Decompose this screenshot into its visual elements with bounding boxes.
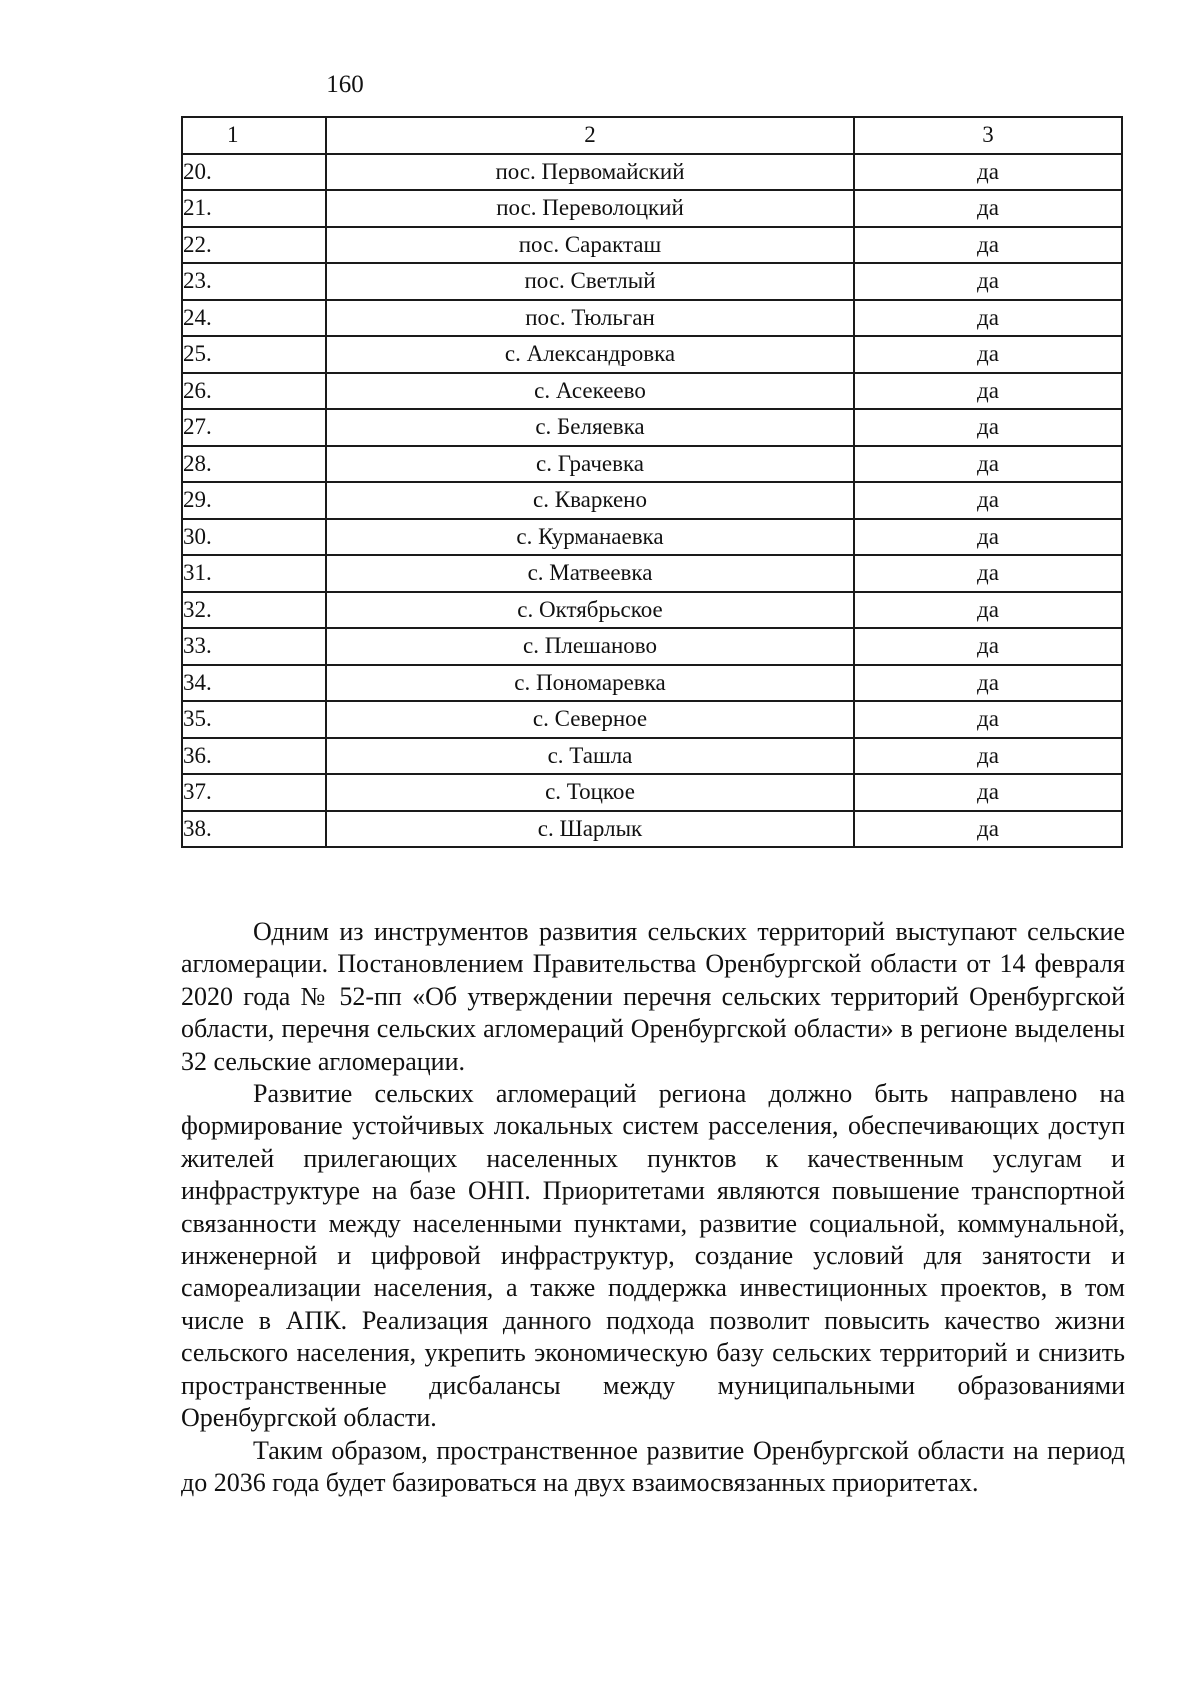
row-number-cell: 25. — [182, 336, 326, 373]
table-row — [182, 811, 1122, 848]
table-row — [182, 190, 1122, 227]
settlement-name-cell: с. Кваркено — [326, 482, 854, 519]
row-number-cell: 38. — [182, 811, 326, 848]
row-number-cell: 33. — [182, 628, 326, 665]
status-cell: да — [854, 665, 1122, 702]
row-number-cell: 31. — [182, 555, 326, 592]
page-number-text: 160 — [326, 71, 364, 98]
table-row — [182, 701, 1122, 738]
settlement-name-cell: пос. Первомайский — [326, 154, 854, 191]
status-cell: да — [854, 592, 1122, 629]
table-row — [182, 446, 1122, 483]
table-row — [182, 482, 1122, 519]
settlement-name-cell: с. Октябрьское — [326, 592, 854, 629]
row-number-cell: 32. — [182, 592, 326, 629]
status-cell: да — [854, 263, 1122, 300]
settlements-table — [181, 116, 1123, 848]
settlements-table-body — [182, 117, 1122, 847]
status-cell: да — [854, 190, 1122, 227]
table-row — [182, 263, 1122, 300]
status-cell: да — [854, 409, 1122, 446]
settlement-name-cell: пос. Тюльган — [326, 300, 854, 337]
settlement-name-cell: с. Пономаревка — [326, 665, 854, 702]
row-number-cell: 28. — [182, 446, 326, 483]
table-row — [182, 592, 1122, 629]
settlement-name-cell: с. Шарлык — [326, 811, 854, 848]
status-cell: да — [854, 701, 1122, 738]
row-number-cell: 35. — [182, 701, 326, 738]
paragraph-conclusion: Таким образом, пространственное развитие Оренбургской области на период до 2036 года будет базироваться на двух взаимосвязанных приоритетах. — [181, 1435, 1125, 1497]
table-row — [182, 373, 1122, 410]
settlement-name-cell: с. Асекеево — [326, 373, 854, 410]
status-cell: да — [854, 336, 1122, 373]
settlement-name-cell: пос. Светлый — [326, 263, 854, 300]
settlement-name-cell: с. Александровка — [326, 336, 854, 373]
table-row — [182, 665, 1122, 702]
table-row — [182, 336, 1122, 373]
row-number-cell: 20. — [182, 154, 326, 191]
status-cell: да — [854, 555, 1122, 592]
status-cell: да — [854, 227, 1122, 264]
settlement-name-cell: с. Матвеевка — [326, 555, 854, 592]
row-number-cell: 29. — [182, 482, 326, 519]
table-row — [182, 628, 1122, 665]
table-row — [182, 300, 1122, 337]
row-number-cell: 22. — [182, 227, 326, 264]
table-row — [182, 555, 1122, 592]
body-text — [181, 916, 1125, 1499]
row-number-cell: 21. — [182, 190, 326, 227]
status-cell: да — [854, 628, 1122, 665]
page-number — [0, 70, 1200, 100]
table-row — [182, 154, 1122, 191]
settlement-name-cell: с. Плешаново — [326, 628, 854, 665]
settlement-name-cell: с. Грачевка — [326, 446, 854, 483]
row-number-cell: 24. — [182, 300, 326, 337]
table-row — [182, 519, 1122, 556]
status-cell: да — [854, 373, 1122, 410]
row-number-cell: 26. — [182, 373, 326, 410]
table-row — [182, 774, 1122, 811]
status-cell: да — [854, 738, 1122, 775]
paragraph-agglomerations-intro: Одним из инструментов развития сельских территорий выступают сельские агломерации. Постановлением Правительства Оренбургской области от 14 февраля 2020 года № 52-пп «Об утверждении перечня сельских территорий Оренбургской области, перечня сельских агломераций Оренбургской области» в регионе выделены 32 сельские агломерации. — [181, 917, 1125, 1076]
table-row — [182, 227, 1122, 264]
row-number-cell: 34. — [182, 665, 326, 702]
settlement-name-cell: с. Беляевка — [326, 409, 854, 446]
table-row — [182, 738, 1122, 775]
header-cell-flag: 3 — [854, 117, 1122, 154]
status-cell: да — [854, 154, 1122, 191]
settlement-name-cell: с. Тоцкое — [326, 774, 854, 811]
settlement-name-cell: с. Курманаевка — [326, 519, 854, 556]
header-cell-number: 1 — [182, 117, 326, 154]
status-cell: да — [854, 482, 1122, 519]
status-cell: да — [854, 300, 1122, 337]
settlement-name-cell: пос. Саракташ — [326, 227, 854, 264]
status-cell: да — [854, 519, 1122, 556]
header-cell-name: 2 — [326, 117, 854, 154]
paragraph-agglomerations-development: Развитие сельских агломераций региона должно быть направлено на формирование устойчивых локальных систем расселения, обеспечивающих доступ жителей прилегающих населенных пунктов к качественным услугам и инфраструктуре на базе ОНП. Приоритетами являются повышение транспортной связанности между населенными пунктами, развитие социальной, коммунальной, инженерной и цифровой инфраструктур, создание условий для занятости и самореализации населения, а также поддержка инвестиционных проектов, в том числе в АПК. Реализация данного подхода позволит повысить качество жизни сельского населения, укрепить экономическую базу сельских территорий и снизить пространственные дисбалансы между муниципальными образованиями Оренбургской области. — [181, 1079, 1125, 1433]
row-number-cell: 30. — [182, 519, 326, 556]
status-cell: да — [854, 446, 1122, 483]
table-header-row — [182, 117, 1122, 154]
row-number-cell: 36. — [182, 738, 326, 775]
table-row — [182, 409, 1122, 446]
settlement-name-cell: пос. Переволоцкий — [326, 190, 854, 227]
row-number-cell: 23. — [182, 263, 326, 300]
status-cell: да — [854, 811, 1122, 848]
row-number-cell: 37. — [182, 774, 326, 811]
row-number-cell: 27. — [182, 409, 326, 446]
status-cell: да — [854, 774, 1122, 811]
settlement-name-cell: с. Ташла — [326, 738, 854, 775]
settlement-name-cell: с. Северное — [326, 701, 854, 738]
